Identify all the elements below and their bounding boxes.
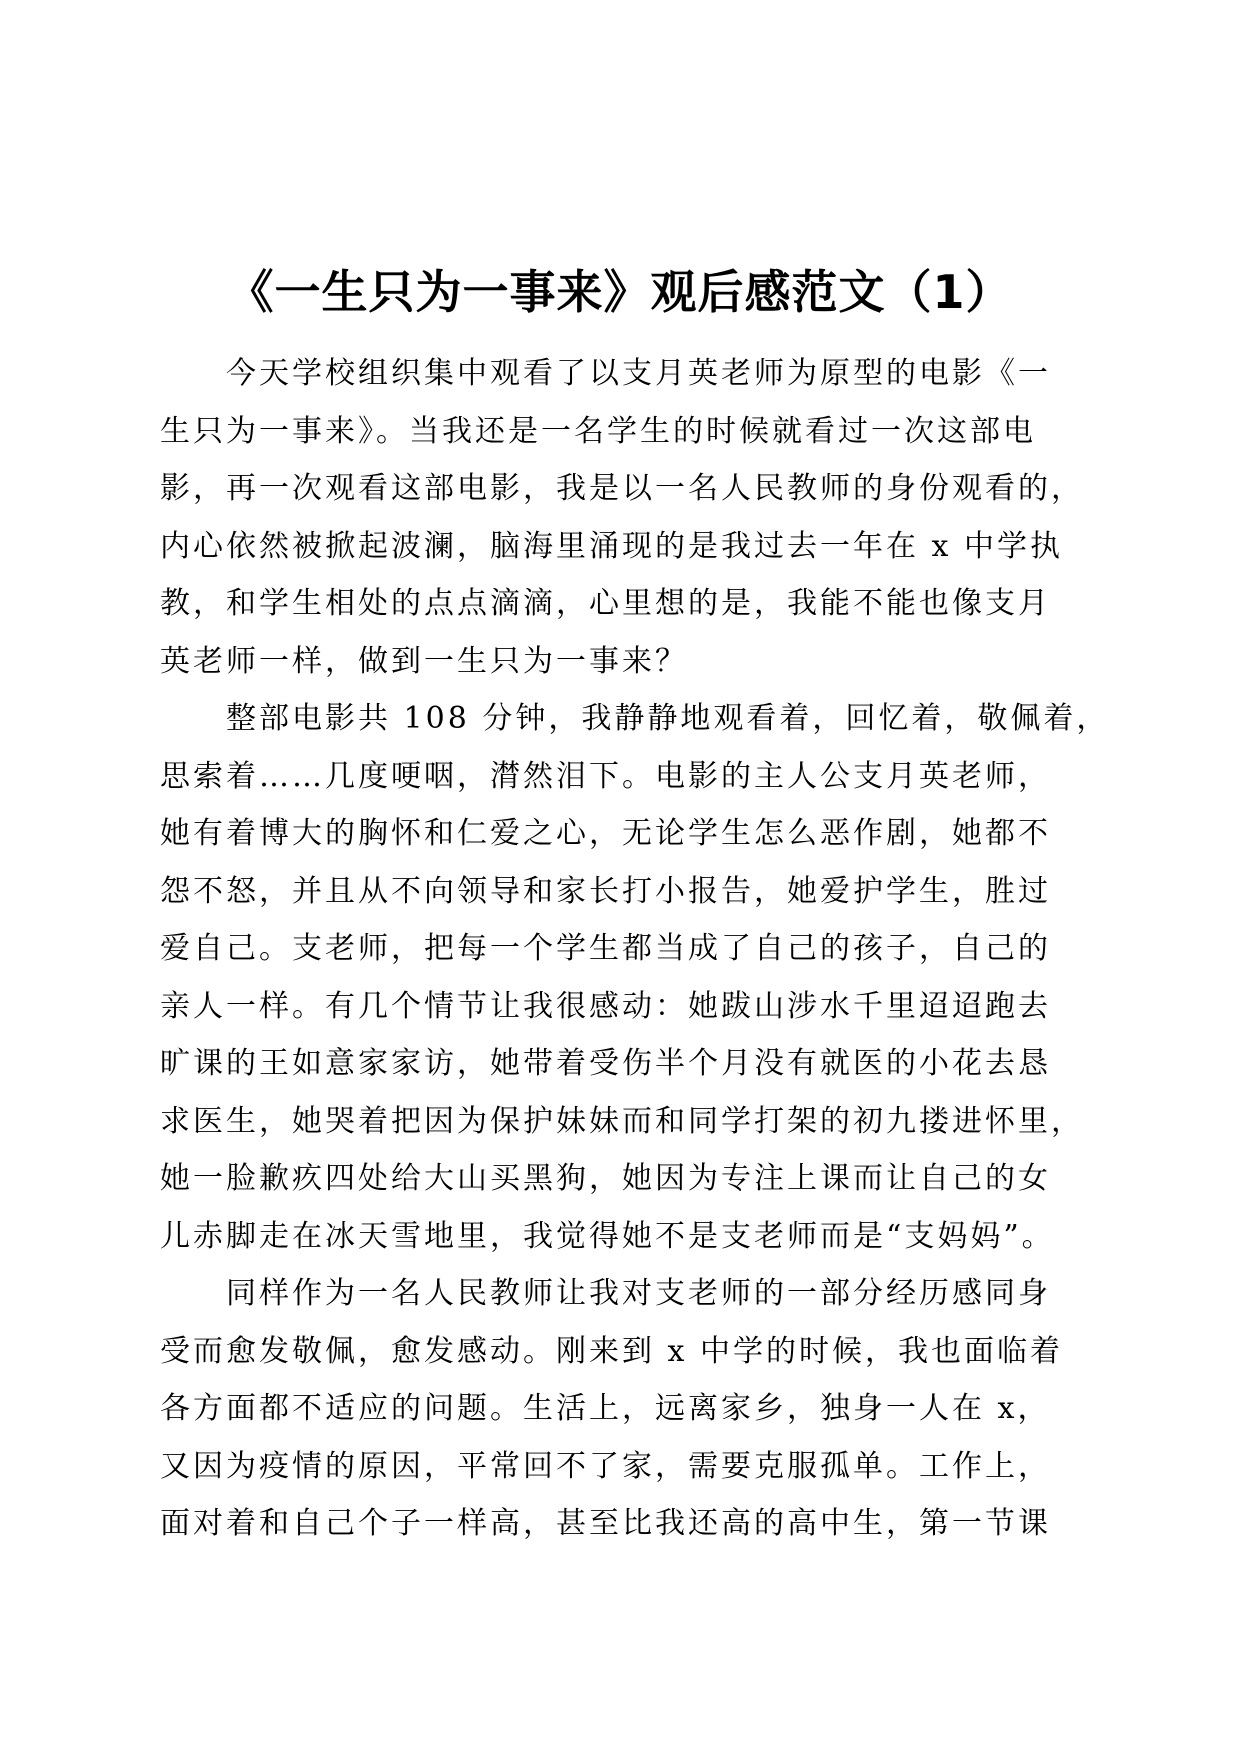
paragraph-1 — [160, 345, 1084, 690]
text-line: 面对着和自己个子一样高，甚至比我还高的高中生，第一节课 — [160, 1506, 1051, 1541]
paragraph-3 — [160, 1265, 1063, 1553]
text-line: 生只为一事来》。当我还是一名学生的时候就看过一次这部电 — [160, 413, 1036, 449]
text-line: 同样作为一名人民教师让我对支老师的一部分经历感同身 — [226, 1276, 1051, 1311]
text-line: 英老师一样，做到一生只为一事来？ — [160, 643, 688, 679]
document-title: 《一生只为一事来》观后感范文（1） — [227, 265, 1013, 319]
text-line: 内心依然被掀起波澜，脑海里涌现的是我过去一年在 x 中学执 — [160, 528, 1063, 564]
text-line: 又因为疫情的原因，平常回不了家，需要克服孤单。工作上， — [160, 1448, 1051, 1484]
text-line: 受而愈发敬佩，愈发感动。刚来到 x 中学的时候，我也面临着 — [160, 1333, 1063, 1369]
text-line: 旷课的王如意家家访，她带着受伤半个月没有就医的小花去恳 — [160, 1046, 1051, 1081]
text-line: 教，和学生相处的点点滴滴，心里想的是，我能不能也像支月 — [160, 586, 1051, 621]
text-line: 儿赤脚走在冰天雪地里，我觉得她不是支老师而是“支妈妈”。 — [160, 1218, 1055, 1254]
text-line: 思索着……几度哽咽，潸然泪下。电影的主人公支月英老师， — [160, 758, 1051, 794]
text-line: 亲人一样。有几个情节让我很感动：她跋山涉水千里迢迢跑去 — [160, 988, 1051, 1024]
text-line: 影，再一次观看这部电影，我是以一名人民教师的身份观看的， — [160, 471, 1084, 506]
text-line: 她一脸歉疚四处给大山买黑狗，她因为专注上课而让自己的女 — [160, 1161, 1051, 1196]
text-line: 她有着博大的胸怀和仁爱之心，无论学生怎么恶作剧，她都不 — [160, 816, 1051, 851]
text-line: 今天学校组织集中观看了以支月英老师为原型的电影《一 — [226, 356, 1051, 391]
text-line: 各方面都不适应的问题。生活上，远离家乡，独身一人在 x， — [160, 1391, 1051, 1426]
text-line: 整部电影共 108 分钟，我静静地观看着，回忆着，敬佩着， — [226, 701, 1110, 736]
paragraph-2 — [160, 690, 1110, 1265]
text-line: 怨不怒，并且从不向领导和家长打小报告，她爱护学生，胜过 — [160, 873, 1051, 909]
text-line: 爱自己。支老师，把每一个学生都当成了自己的孩子，自己的 — [160, 931, 1051, 966]
document-body — [160, 345, 1110, 1553]
text-line: 求医生，她哭着把因为保护妹妹而和同学打架的初九搂进怀里， — [160, 1103, 1084, 1139]
